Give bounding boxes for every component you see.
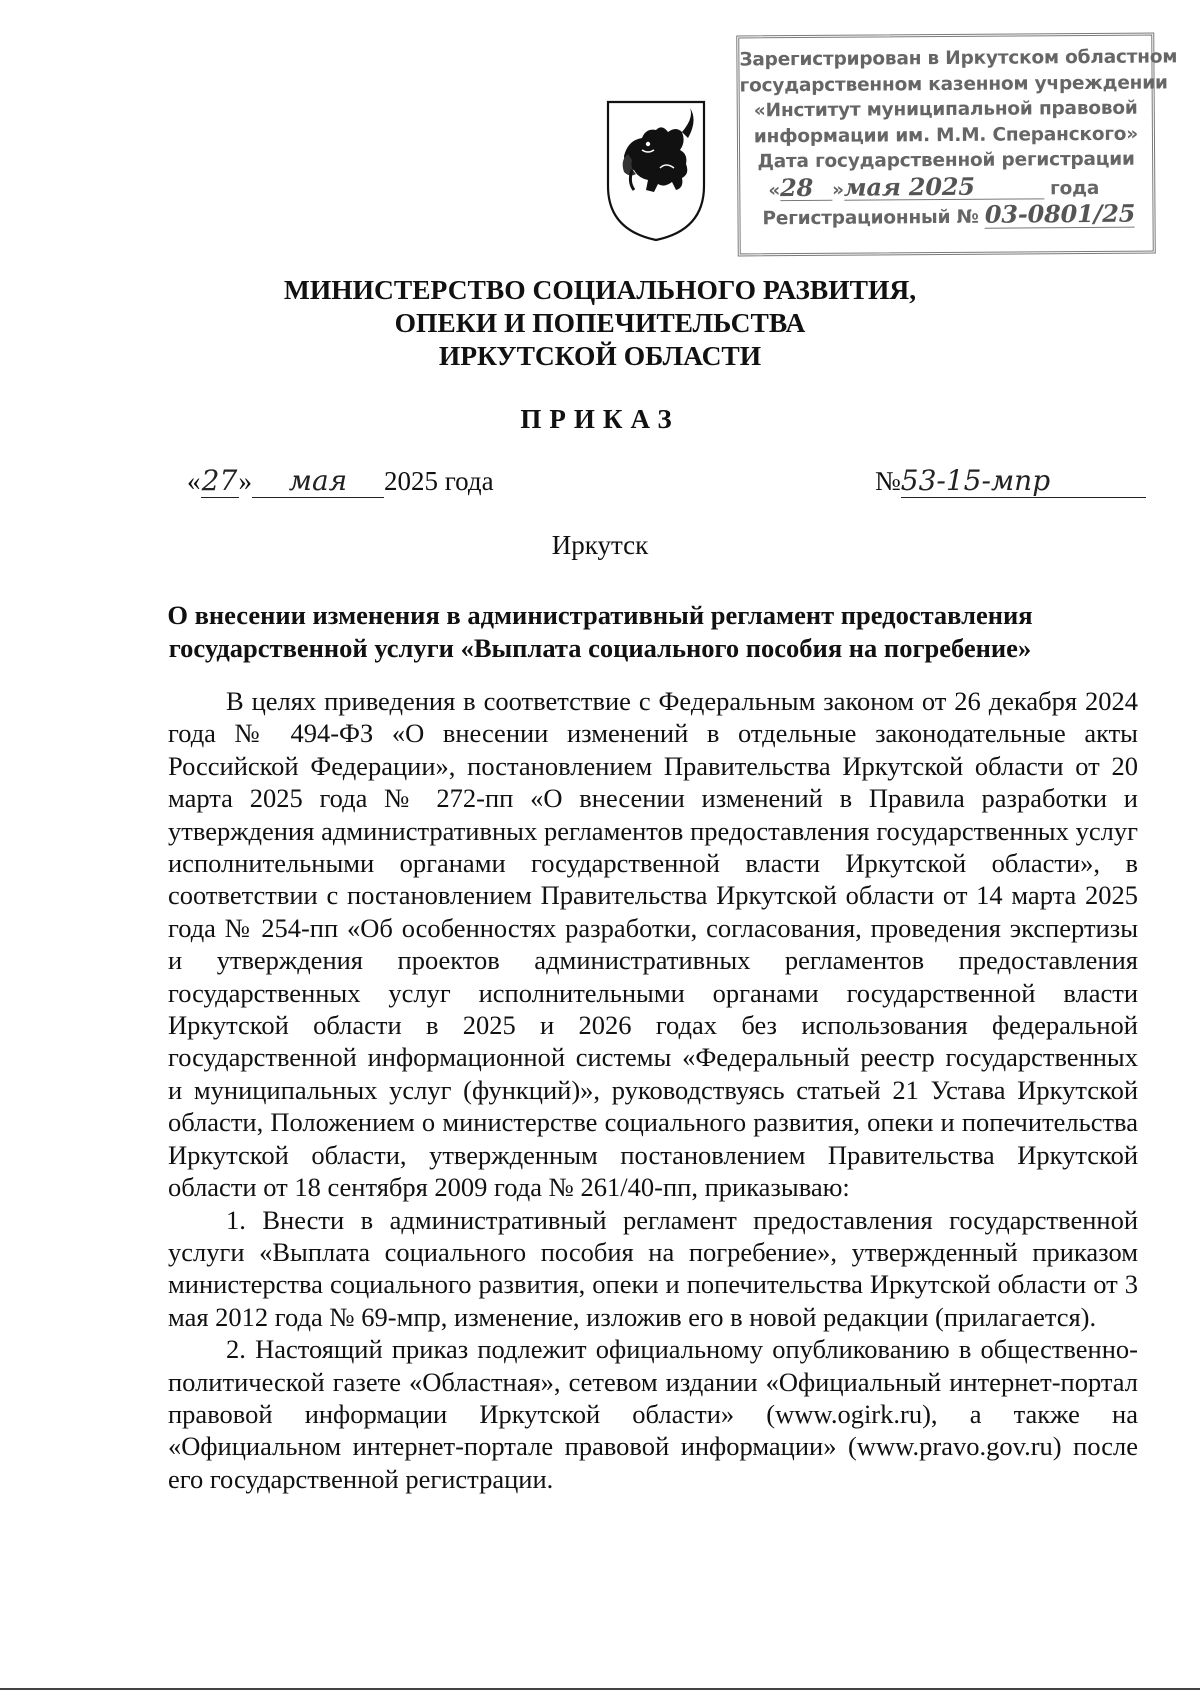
date-close-quote: » <box>238 466 252 496</box>
order-number <box>875 464 1146 498</box>
stamp-date-day: 28 <box>780 174 832 201</box>
order-date <box>187 464 494 498</box>
subject-line: О внесении изменения в административный регламент предоставления <box>167 600 1033 630</box>
order-number-label: № <box>875 466 901 496</box>
subject-line: государственной услуги «Выплата социального пособия на погребение» <box>168 633 1032 663</box>
stamp-line: государственном казенном учреждении <box>739 71 1168 96</box>
order-title: ПРИКАЗ <box>520 404 680 434</box>
ministry-heading <box>0 273 1200 372</box>
stamp-date-open: « <box>768 179 781 201</box>
date-day: 27 <box>201 464 238 497</box>
stamp-regnum-value: 03-0801/25 <box>984 198 1136 229</box>
date-year: 2025 года <box>384 466 494 496</box>
body-paragraph: В целях приведения в соответствие с Федеральным законом от 26 декабря 2024 года № 494-ФЗ «О внесении изменений в отдельные законодательные акты Российской Федерации», постановлением Правительства Иркутской области от 20 марта 2025 года № 272-пп «О внесении изменений в Правила разработки и утверждения административных регламентов предоставления государственных услуг исполнительными органами государственной власти Иркутской области», в соответствии с постановлением Правительства Иркутской области от 14 марта 2025 года № 254-пп «Об особенностях разработки, согласования, проведения экспертизы и утверждения проектов административных регламентов предоставления государственных услуг исполнительными органами государственной власти Иркутской области в 2025 и 2026 годах без использования федеральной государственной информационной системы «Федеральный реестр государственных и муниципальных услуг (функций)», руководствуясь статьей 21 Устава Иркутской области, Положением о министерстве социального развития, опеки и попечительства Иркутской области, утвержденным постановлением Правительства Иркутской области от 18 сентября 2009 года № 261/40-пп, приказываю: <box>168 686 1138 1203</box>
ministry-line: ОПЕКИ И ПОПЕЧИТЕЛЬСТВА <box>394 307 806 338</box>
ministry-line: МИНИСТЕРСТВО СОЦИАЛЬНОГО РАЗВИТИЯ, <box>283 274 917 305</box>
stamp-regnum-row <box>740 198 1152 232</box>
stamp-date-suffix: года <box>1050 177 1100 199</box>
page-edge-divider <box>0 1688 1200 1690</box>
stamp-date-month-year: мая 2025 <box>844 173 1044 201</box>
stamp-date-mid: » <box>832 179 844 201</box>
city: Иркутск <box>551 530 649 560</box>
date-month: мая <box>252 464 384 498</box>
body-paragraph: 1. Внести в административный регламент предоставления государственной услуги «Выплата социального пособия на погребение», утвержденный приказом министерства социального развития, опеки и попечительства Иркутской области от 3 мая 2012 года № 69-мпр, изменение, изложив его в новой редакции (прилагается). <box>168 1204 1138 1332</box>
order-subject <box>0 599 1200 665</box>
stamp-line: Зарегистрирован в Иркутском областном <box>739 46 1178 71</box>
date-open-quote: « <box>187 466 201 496</box>
stamp-line: «Институт муниципальной правовой <box>753 97 1138 122</box>
ministry-line: ИРКУТСКОЙ ОБЛАСТИ <box>438 340 762 371</box>
stamp-regnum-label: Регистрационный № <box>762 206 979 230</box>
stamp-line: информации им. М.М. Сперанского» <box>753 123 1139 147</box>
body-paragraph: 2. Настоящий приказ подлежит официальному опубликованию в общественно-политической газете «Областная», сетевом издании «Официальный интернет-портал правовой информации Иркутской области» (www.ogirk.ru), а также на «Официальном интернет-портале правовой информации» (www.pravo.gov.ru) после его государственной регистрации. <box>168 1334 1138 1494</box>
stamp-line: Дата государственной регистрации <box>757 148 1135 173</box>
coat-of-arms-icon <box>602 98 710 243</box>
order-number-value: 53-15-мпр <box>901 464 1146 498</box>
order-body <box>168 685 1138 1495</box>
registration-stamp <box>736 33 1178 257</box>
